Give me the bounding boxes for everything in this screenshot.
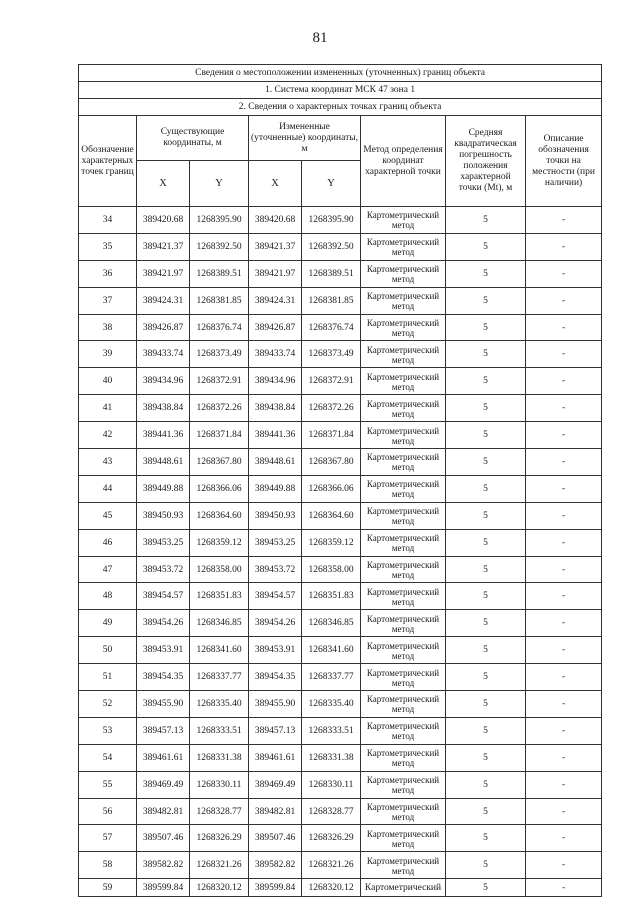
existing-y: 1268373.49 — [190, 341, 249, 368]
existing-x: 389461.61 — [137, 744, 190, 771]
existing-x: 389438.84 — [137, 395, 190, 422]
table-row — [79, 395, 602, 422]
existing-y: 1268371.84 — [190, 422, 249, 449]
table-row — [79, 422, 602, 449]
point-description: - — [526, 529, 602, 556]
mean-error: 5 — [446, 637, 526, 664]
existing-x: 389433.74 — [137, 341, 190, 368]
existing-y: 1268366.06 — [190, 475, 249, 502]
changed-y: 1268366.06 — [302, 475, 361, 502]
existing-y: 1268392.50 — [190, 233, 249, 260]
changed-y: 1268372.91 — [302, 368, 361, 395]
changed-x: 389454.57 — [249, 583, 302, 610]
point-description: - — [526, 691, 602, 718]
method: Картометрический метод — [361, 207, 446, 234]
point-description: - — [526, 314, 602, 341]
point-number: 38 — [79, 314, 137, 341]
point-description: - — [526, 798, 602, 825]
point-number: 36 — [79, 260, 137, 287]
table-row — [79, 368, 602, 395]
point-description: - — [526, 879, 602, 897]
method: Картометрический метод — [361, 287, 446, 314]
changed-x: 389421.37 — [249, 233, 302, 260]
existing-x: 389450.93 — [137, 502, 190, 529]
changed-x: 389438.84 — [249, 395, 302, 422]
method: Картометрический метод — [361, 664, 446, 691]
mean-error: 5 — [446, 771, 526, 798]
changed-y: 1268320.12 — [302, 879, 361, 897]
method: Картометрический метод — [361, 475, 446, 502]
changed-y: 1268358.00 — [302, 556, 361, 583]
point-number: 49 — [79, 610, 137, 637]
table-row — [79, 825, 602, 852]
method: Картометрический метод — [361, 610, 446, 637]
mean-error: 5 — [446, 341, 526, 368]
col-changed-x: X — [249, 161, 302, 207]
point-number: 47 — [79, 556, 137, 583]
existing-y: 1268359.12 — [190, 529, 249, 556]
existing-y: 1268358.00 — [190, 556, 249, 583]
table-row — [79, 233, 602, 260]
changed-y: 1268331.38 — [302, 744, 361, 771]
point-number: 37 — [79, 287, 137, 314]
point-number: 58 — [79, 852, 137, 879]
col-existing-y: Y — [190, 161, 249, 207]
col-error: Средняя квадратическая погрешность положения характерной точки (Mt), м — [446, 116, 526, 207]
table-row — [79, 449, 602, 476]
point-description: - — [526, 556, 602, 583]
point-description: - — [526, 233, 602, 260]
changed-y: 1268367.80 — [302, 449, 361, 476]
mean-error: 5 — [446, 422, 526, 449]
existing-x: 389426.87 — [137, 314, 190, 341]
changed-y: 1268395.90 — [302, 207, 361, 234]
existing-y: 1268326.29 — [190, 825, 249, 852]
point-description: - — [526, 610, 602, 637]
table-row — [79, 879, 602, 897]
changed-x: 389482.81 — [249, 798, 302, 825]
section-row: 2. Сведения о характерных точках границ объекта — [79, 99, 602, 116]
existing-y: 1268389.51 — [190, 260, 249, 287]
point-number: 55 — [79, 771, 137, 798]
col-changed-y: Y — [302, 161, 361, 207]
point-description: - — [526, 422, 602, 449]
existing-x: 389455.90 — [137, 691, 190, 718]
existing-x: 389453.25 — [137, 529, 190, 556]
existing-x: 389441.36 — [137, 422, 190, 449]
existing-y: 1268337.77 — [190, 664, 249, 691]
existing-y: 1268333.51 — [190, 717, 249, 744]
changed-y: 1268359.12 — [302, 529, 361, 556]
table-row — [79, 664, 602, 691]
point-description: - — [526, 341, 602, 368]
point-description: - — [526, 475, 602, 502]
point-description: - — [526, 825, 602, 852]
mean-error: 5 — [446, 556, 526, 583]
method: Картометрический метод — [361, 744, 446, 771]
point-number: 42 — [79, 422, 137, 449]
method: Картометрический метод — [361, 798, 446, 825]
changed-y: 1268376.74 — [302, 314, 361, 341]
table-row — [79, 771, 602, 798]
point-description: - — [526, 449, 602, 476]
table-row — [79, 207, 602, 234]
point-number: 43 — [79, 449, 137, 476]
col-existing-x: X — [137, 161, 190, 207]
table-row — [79, 556, 602, 583]
existing-y: 1268376.74 — [190, 314, 249, 341]
existing-y: 1268321.26 — [190, 852, 249, 879]
existing-x: 389454.57 — [137, 583, 190, 610]
changed-y: 1268373.49 — [302, 341, 361, 368]
col-changed-coords: Измененные (уточненные) координаты, м — [249, 116, 361, 161]
mean-error: 5 — [446, 583, 526, 610]
changed-y: 1268330.11 — [302, 771, 361, 798]
mean-error: 5 — [446, 207, 526, 234]
point-number: 48 — [79, 583, 137, 610]
col-method: Метод определения координат характерной точки — [361, 116, 446, 207]
point-description: - — [526, 207, 602, 234]
changed-x: 389469.49 — [249, 771, 302, 798]
changed-y: 1268333.51 — [302, 717, 361, 744]
existing-y: 1268351.83 — [190, 583, 249, 610]
method: Картометрический метод — [361, 529, 446, 556]
point-number: 52 — [79, 691, 137, 718]
changed-y: 1268381.85 — [302, 287, 361, 314]
changed-x: 389450.93 — [249, 502, 302, 529]
changed-x: 389449.88 — [249, 475, 302, 502]
point-number: 40 — [79, 368, 137, 395]
point-number: 44 — [79, 475, 137, 502]
changed-x: 389441.36 — [249, 422, 302, 449]
mean-error: 5 — [446, 717, 526, 744]
existing-x: 389599.84 — [137, 879, 190, 897]
existing-x: 389507.46 — [137, 825, 190, 852]
point-description: - — [526, 744, 602, 771]
table-row — [79, 852, 602, 879]
changed-x: 389426.87 — [249, 314, 302, 341]
mean-error: 5 — [446, 502, 526, 529]
existing-y: 1268330.11 — [190, 771, 249, 798]
existing-x: 389482.81 — [137, 798, 190, 825]
mean-error: 5 — [446, 744, 526, 771]
existing-y: 1268367.80 — [190, 449, 249, 476]
existing-x: 389421.97 — [137, 260, 190, 287]
existing-y: 1268372.26 — [190, 395, 249, 422]
existing-x: 389448.61 — [137, 449, 190, 476]
existing-x: 389454.35 — [137, 664, 190, 691]
changed-x: 389599.84 — [249, 879, 302, 897]
method: Картометрический метод — [361, 368, 446, 395]
point-number: 57 — [79, 825, 137, 852]
existing-x: 389434.96 — [137, 368, 190, 395]
method: Картометрический метод — [361, 449, 446, 476]
table-row — [79, 287, 602, 314]
changed-y: 1268321.26 — [302, 852, 361, 879]
point-description: - — [526, 260, 602, 287]
changed-x: 389457.13 — [249, 717, 302, 744]
changed-y: 1268351.83 — [302, 583, 361, 610]
point-description: - — [526, 583, 602, 610]
col-existing-coords: Существующие координаты, м — [137, 116, 249, 161]
mean-error: 5 — [446, 260, 526, 287]
existing-y: 1268364.60 — [190, 502, 249, 529]
table-row — [79, 691, 602, 718]
table-row — [79, 583, 602, 610]
point-number: 54 — [79, 744, 137, 771]
point-number: 59 — [79, 879, 137, 897]
mean-error: 5 — [446, 610, 526, 637]
changed-y: 1268346.85 — [302, 610, 361, 637]
existing-y: 1268381.85 — [190, 287, 249, 314]
boundary-points-table — [78, 64, 602, 897]
point-number: 34 — [79, 207, 137, 234]
table-row — [79, 717, 602, 744]
mean-error: 5 — [446, 314, 526, 341]
changed-y: 1268326.29 — [302, 825, 361, 852]
mean-error: 5 — [446, 368, 526, 395]
table-row — [79, 529, 602, 556]
existing-x: 389424.31 — [137, 287, 190, 314]
mean-error: 5 — [446, 529, 526, 556]
changed-y: 1268364.60 — [302, 502, 361, 529]
col-designation: Обозначение характерных точек границ — [79, 116, 137, 207]
changed-y: 1268337.77 — [302, 664, 361, 691]
point-description: - — [526, 287, 602, 314]
table-title: Сведения о местоположении измененных (уточненных) границ объекта — [79, 65, 602, 82]
coord-system-row: 1. Система координат МСК 47 зона 1 — [79, 82, 602, 99]
existing-y: 1268346.85 — [190, 610, 249, 637]
mean-error: 5 — [446, 287, 526, 314]
method: Картометрический метод — [361, 771, 446, 798]
point-number: 56 — [79, 798, 137, 825]
method: Картометрический — [361, 879, 446, 897]
existing-y: 1268335.40 — [190, 691, 249, 718]
method: Картометрический метод — [361, 637, 446, 664]
page-number: 81 — [312, 30, 328, 46]
mean-error: 5 — [446, 879, 526, 897]
mean-error: 5 — [446, 852, 526, 879]
changed-x: 389424.31 — [249, 287, 302, 314]
existing-x: 389454.26 — [137, 610, 190, 637]
mean-error: 5 — [446, 233, 526, 260]
method: Картометрический метод — [361, 314, 446, 341]
point-number: 41 — [79, 395, 137, 422]
existing-x: 389582.82 — [137, 852, 190, 879]
point-number: 50 — [79, 637, 137, 664]
table-row — [79, 744, 602, 771]
existing-y: 1268341.60 — [190, 637, 249, 664]
mean-error: 5 — [446, 691, 526, 718]
changed-x: 389454.26 — [249, 610, 302, 637]
changed-y: 1268371.84 — [302, 422, 361, 449]
changed-y: 1268328.77 — [302, 798, 361, 825]
mean-error: 5 — [446, 798, 526, 825]
changed-x: 389421.97 — [249, 260, 302, 287]
changed-x: 389455.90 — [249, 691, 302, 718]
method: Картометрический метод — [361, 233, 446, 260]
method: Картометрический метод — [361, 717, 446, 744]
existing-x: 389453.72 — [137, 556, 190, 583]
changed-x: 389507.46 — [249, 825, 302, 852]
mean-error: 5 — [446, 395, 526, 422]
method: Картометрический метод — [361, 341, 446, 368]
changed-x: 389420.68 — [249, 207, 302, 234]
mean-error: 5 — [446, 449, 526, 476]
point-number: 51 — [79, 664, 137, 691]
table-row — [79, 637, 602, 664]
existing-y: 1268328.77 — [190, 798, 249, 825]
changed-x: 389453.91 — [249, 637, 302, 664]
point-number: 35 — [79, 233, 137, 260]
mean-error: 5 — [446, 825, 526, 852]
changed-y: 1268389.51 — [302, 260, 361, 287]
point-description: - — [526, 771, 602, 798]
existing-y: 1268372.91 — [190, 368, 249, 395]
existing-y: 1268331.38 — [190, 744, 249, 771]
point-description: - — [526, 852, 602, 879]
table-row — [79, 475, 602, 502]
mean-error: 5 — [446, 664, 526, 691]
point-description: - — [526, 502, 602, 529]
changed-x: 389453.72 — [249, 556, 302, 583]
method: Картометрический метод — [361, 502, 446, 529]
col-description: Описание обозначения точки на местности (при наличии) — [526, 116, 602, 207]
method: Картометрический метод — [361, 422, 446, 449]
changed-y: 1268335.40 — [302, 691, 361, 718]
table-row — [79, 610, 602, 637]
method: Картометрический метод — [361, 583, 446, 610]
point-number: 46 — [79, 529, 137, 556]
changed-x: 389582.82 — [249, 852, 302, 879]
point-description: - — [526, 368, 602, 395]
table-row — [79, 502, 602, 529]
table-row — [79, 314, 602, 341]
point-description: - — [526, 664, 602, 691]
point-number: 53 — [79, 717, 137, 744]
method: Картометрический метод — [361, 260, 446, 287]
point-description: - — [526, 637, 602, 664]
changed-x: 389461.61 — [249, 744, 302, 771]
point-number: 45 — [79, 502, 137, 529]
existing-x: 389469.49 — [137, 771, 190, 798]
changed-y: 1268392.50 — [302, 233, 361, 260]
changed-x: 389434.96 — [249, 368, 302, 395]
changed-y: 1268341.60 — [302, 637, 361, 664]
existing-x: 389457.13 — [137, 717, 190, 744]
changed-x: 389453.25 — [249, 529, 302, 556]
mean-error: 5 — [446, 475, 526, 502]
table-row — [79, 260, 602, 287]
table-row — [79, 341, 602, 368]
existing-y: 1268395.90 — [190, 207, 249, 234]
method: Картометрический метод — [361, 556, 446, 583]
changed-y: 1268372.26 — [302, 395, 361, 422]
point-description: - — [526, 717, 602, 744]
method: Картометрический метод — [361, 395, 446, 422]
existing-x: 389453.91 — [137, 637, 190, 664]
point-number: 39 — [79, 341, 137, 368]
existing-x: 389449.88 — [137, 475, 190, 502]
method: Картометрический метод — [361, 825, 446, 852]
method: Картометрический метод — [361, 852, 446, 879]
existing-x: 389420.68 — [137, 207, 190, 234]
changed-x: 389433.74 — [249, 341, 302, 368]
table-row — [79, 798, 602, 825]
method: Картометрический метод — [361, 691, 446, 718]
changed-x: 389448.61 — [249, 449, 302, 476]
point-description: - — [526, 395, 602, 422]
changed-x: 389454.35 — [249, 664, 302, 691]
existing-x: 389421.37 — [137, 233, 190, 260]
existing-y: 1268320.12 — [190, 879, 249, 897]
